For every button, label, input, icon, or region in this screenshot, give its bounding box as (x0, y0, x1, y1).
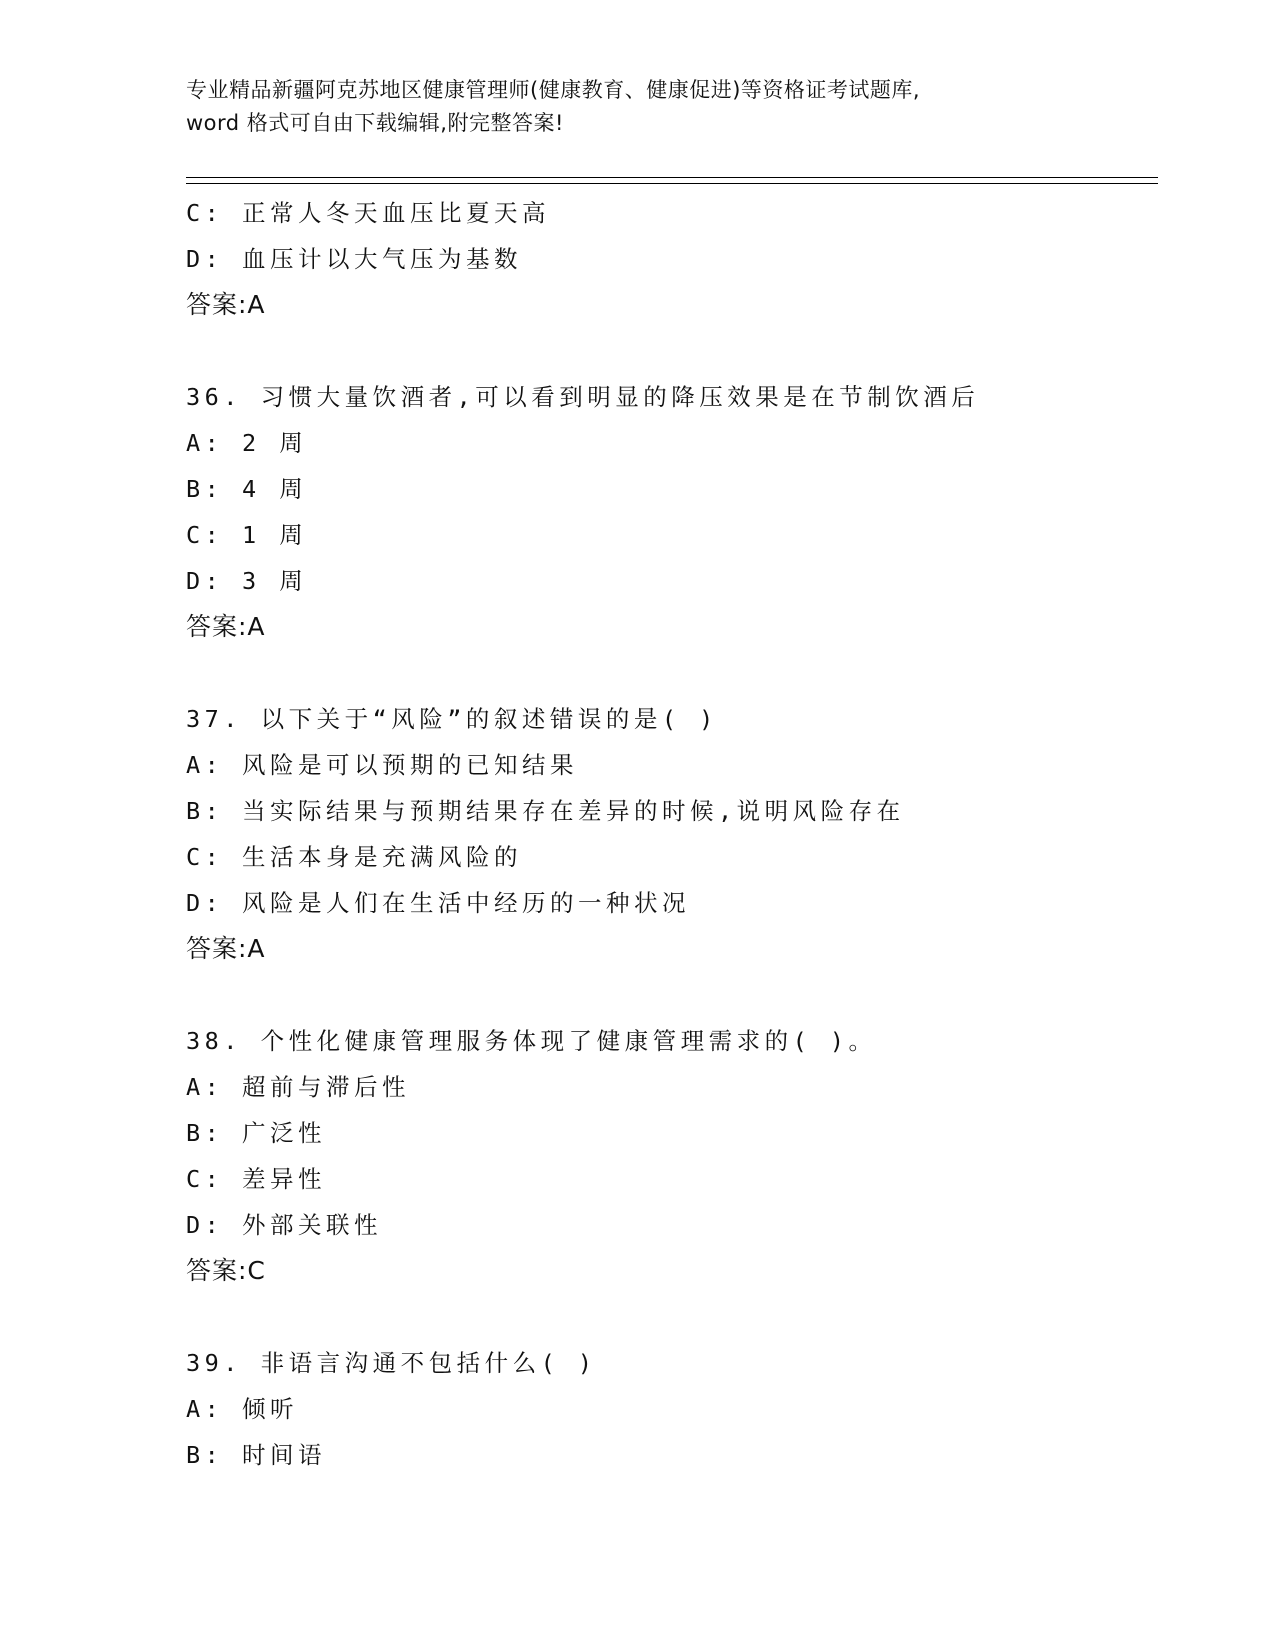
q39-option-a: A: 倾听 (186, 1395, 298, 1423)
q36-question: 36. 习惯大量饮酒者,可以看到明显的降压效果是在节制饮酒后 (186, 383, 980, 411)
q36-option-a: A: 2 周 (186, 429, 308, 457)
q37-answer: 答案:A (186, 934, 266, 963)
q37-option-d: D: 风险是人们在生活中经历的一种状况 (186, 889, 690, 917)
q38-answer: 答案:C (186, 1256, 266, 1285)
q37-option-c: C: 生活本身是充满风险的 (186, 843, 522, 871)
q37-option-a: A: 风险是可以预期的已知结果 (186, 751, 578, 779)
q37-option-b: B: 当实际结果与预期结果存在差异的时候,说明风险存在 (186, 797, 905, 825)
q36-option-b: B: 4 周 (186, 475, 308, 503)
document-header (186, 74, 1086, 140)
q39-question: 39. 非语言沟通不包括什么( ) (186, 1349, 597, 1377)
q36-answer: 答案:A (186, 612, 266, 641)
q36-option-c: C: 1 周 (186, 521, 308, 549)
q35-answer: 答案:A (186, 290, 266, 319)
header-divider-top (186, 177, 1158, 178)
header-line-2: word 格式可自由下载编辑,附完整答案! (186, 111, 564, 135)
question-list (186, 190, 1166, 1478)
q38-question: 38. 个性化健康管理服务体现了健康管理需求的( )。 (186, 1027, 877, 1055)
q35-option-c: C: 正常人冬天血压比夏天高 (186, 199, 550, 227)
header-divider-bottom (186, 183, 1158, 184)
spacer (186, 1294, 1166, 1340)
header-line-1: 专业精品新疆阿克苏地区健康管理师(健康教育、健康促进)等资格证考试题库, (186, 78, 921, 102)
q38-option-a: A: 超前与滞后性 (186, 1073, 410, 1101)
q38-option-d: D: 外部关联性 (186, 1211, 382, 1239)
q38-option-b: B: 广泛性 (186, 1119, 326, 1147)
q39-option-b: B: 时间语 (186, 1441, 326, 1469)
q38-option-c: C: 差异性 (186, 1165, 326, 1193)
spacer (186, 650, 1166, 696)
q35-option-d: D: 血压计以大气压为基数 (186, 245, 522, 273)
spacer (186, 328, 1166, 374)
q37-question: 37. 以下关于“风险”的叙述错误的是( ) (186, 705, 718, 733)
q36-option-d: D: 3 周 (186, 567, 308, 595)
spacer (186, 972, 1166, 1018)
